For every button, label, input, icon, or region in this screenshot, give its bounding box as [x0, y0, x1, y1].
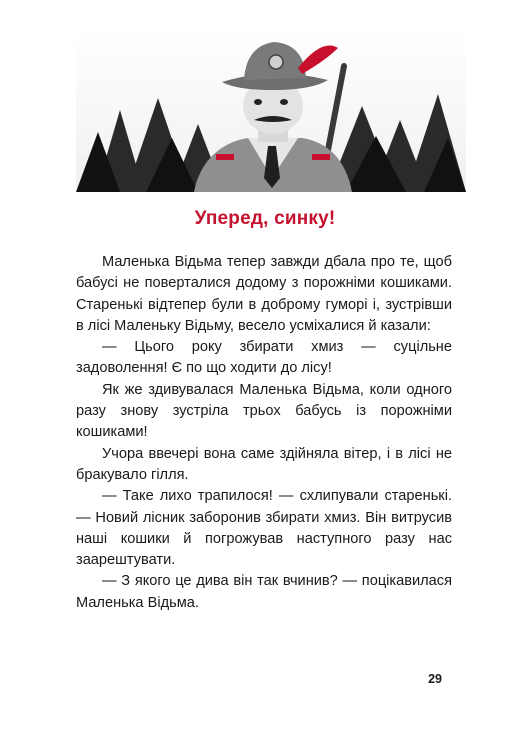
forester-illustration-icon: [76, 28, 466, 192]
body-text: [76, 252, 452, 614]
paragraph: Учора ввечері вона саме здійняла вітер, і в лісі не бракувало гілля.: [76, 445, 452, 483]
paragraph: Маленька Відьма тепер завжди дбала про те, щоб бабусі не поверталися додому з порожніми кошиками. Старенькі відтепер були в доброму гуморі і, зустрівши в лісі Маленьку Відьму, весело усміхалися й казали:: [76, 254, 452, 334]
paragraph: — З якого це дива він так вчинив? — поцікавилася Маленька Відьма.: [76, 573, 452, 611]
page-number: 29: [428, 672, 442, 686]
paragraph: Як же здивувалася Маленька Відьма, коли одного разу знову зустріла трьох бабусь із порожніми кошиками!: [76, 381, 452, 441]
chapter-title: Уперед, синку!: [194, 208, 336, 229]
paragraph: — Таке лихо трапилося! — схлипували старенькі.— Новий лісник заборонив збирати хмиз. Він витрусив наші кошики й погрожував наступного разу нас заарештувати.: [76, 488, 452, 569]
paragraph: — Цього року збирати хмиз — суцільне задоволення! Є по що ходити до лісу!: [76, 339, 452, 377]
